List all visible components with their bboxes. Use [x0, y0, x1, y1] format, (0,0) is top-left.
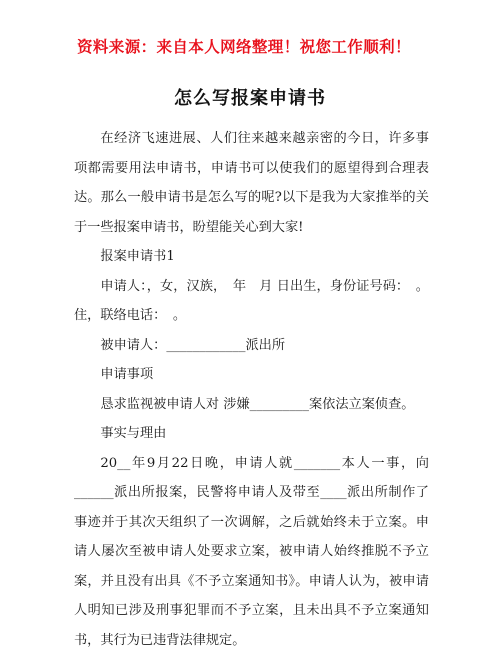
- source-notice: 资料来源：来自本人网络整理！祝您工作顺利！: [77, 35, 411, 57]
- document-title: 怎么写报案申请书: [0, 84, 500, 110]
- intro-paragraph: 在经济飞速进展、人们往来越来越亲密的今日，许多事项都需要用法申请书，申请书可以使我们的愿望得到合理表达。那么一般申请书是怎么写的呢?以下是我为大家推举的关于一些报案申请书，盼望能关心到大家!: [74, 124, 429, 242]
- facts-heading: 事实与理由: [74, 419, 429, 449]
- request-heading: 申请事项: [74, 360, 429, 390]
- facts-paragraph: 20__年9月22日晚，申请人就_______本人一事，向______派出所报案，民警将申请人及带至____派出所制作了事迹并于其次天组织了一次调解，之后就始终未于立案。申请人屡次至被申请人处要求立案，被申请人始终推脱不予立案，并且没有出具《不予立案通知书》。申请人认为，被申请人明知已涉及刑事犯罪而不予立案，且未出具不予立案通知书，其行为已违背法律规定。: [74, 449, 429, 655]
- document-body: [74, 124, 429, 655]
- respondent-line: 被申请人：____________派出所: [74, 331, 429, 361]
- applicant-line: 申请人：，女，汉族， 年 月 日出生，身份证号码： 。住，联络电话： 。: [74, 272, 429, 331]
- request-text: 恳求监视被申请人对 涉嫌_________案依法立案侦查。: [74, 390, 429, 420]
- sample-heading: 报案申请书1: [74, 242, 429, 272]
